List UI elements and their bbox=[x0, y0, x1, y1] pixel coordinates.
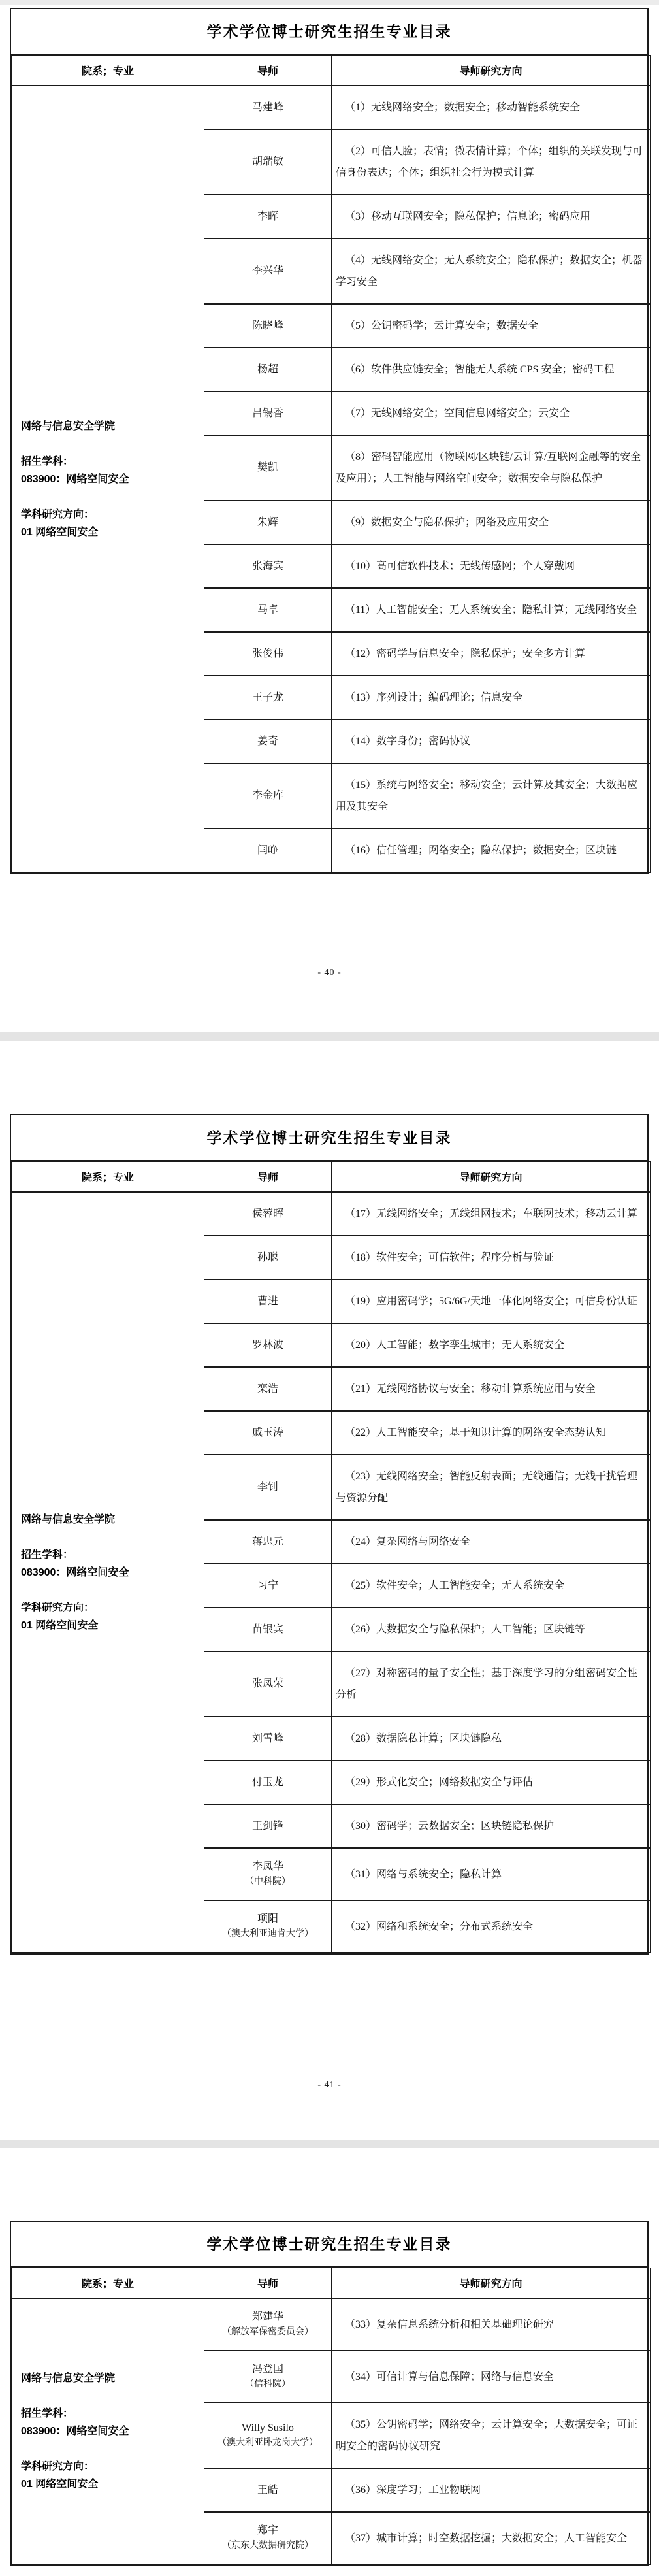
tutor-name-cell bbox=[204, 129, 332, 195]
page-number-41: - 41 - bbox=[317, 2080, 342, 2090]
department-cell bbox=[12, 1192, 204, 1953]
tutor-name-cell bbox=[204, 719, 332, 763]
research-direction-cell bbox=[332, 1192, 651, 1236]
page-40 bbox=[0, 5, 659, 1032]
tutor-name-cell bbox=[204, 632, 332, 676]
research-direction-text: （34）可信计算与信息保障；网络与信息安全 bbox=[345, 2371, 555, 2383]
research-direction-text: （24）复杂网络与网络安全 bbox=[345, 1536, 471, 1547]
tutor-affiliation: （中科院） bbox=[245, 1877, 291, 1887]
department-line bbox=[21, 1528, 200, 1546]
page-separator-2 bbox=[0, 2140, 659, 2148]
research-direction-text: （5）公钥密码学；云计算安全；数据安全 bbox=[345, 320, 539, 331]
header-tutor: 导师 bbox=[204, 2268, 332, 2299]
research-direction-cell bbox=[332, 763, 651, 829]
tutor-name: 戚玉涛 bbox=[251, 1427, 283, 1438]
research-direction-text: （23）无线网络安全；智能反射表面；无线通信；无线干扰管理与资源分配 bbox=[336, 1471, 638, 1504]
research-direction-text: （27）对称密码的量子安全性；基于深度学习的分组密码安全性分析 bbox=[336, 1668, 638, 1700]
research-direction-cell bbox=[332, 1236, 651, 1280]
tutor-affiliation: （信科院） bbox=[245, 2379, 291, 2389]
research-direction-cell bbox=[332, 239, 651, 304]
research-direction-text: （18）软件安全；可信软件；程序分析与验证 bbox=[345, 1252, 555, 1263]
tutor-name: 马卓 bbox=[257, 604, 278, 616]
header-research-direction: 导师研究方向 bbox=[332, 1162, 651, 1193]
catalog-table-page-42 bbox=[10, 2221, 649, 2566]
department-line bbox=[21, 488, 200, 506]
tutor-name: 王皓 bbox=[257, 2484, 278, 2496]
tutor-name: 侯蓉晖 bbox=[251, 1208, 283, 1219]
tutor-name: 冯登国 bbox=[251, 2364, 283, 2375]
tutor-name-cell bbox=[204, 1608, 332, 1651]
catalog-grid bbox=[11, 2268, 651, 2565]
tutor-name-cell bbox=[204, 1520, 332, 1564]
research-direction-text: （11）人工智能安全；无人系统安全；隐私计算；无线网络安全 bbox=[345, 604, 637, 616]
header-tutor: 导师 bbox=[204, 56, 332, 86]
page-41 bbox=[0, 1041, 659, 2140]
table-header-row bbox=[12, 56, 651, 86]
tutor-name: 闫峥 bbox=[257, 844, 278, 856]
tutor-name-cell bbox=[204, 1411, 332, 1455]
tutor-name-cell bbox=[204, 1192, 332, 1236]
tutor-name-cell bbox=[204, 1236, 332, 1280]
page-number-40: - 40 - bbox=[317, 968, 342, 978]
research-direction-cell bbox=[332, 1717, 651, 1760]
tutor-name: 曹进 bbox=[257, 1295, 278, 1307]
research-direction-text: （8）密码智能应用（物联网/区块链/云计算/互联网金融等的安全及应用）；人工智能与网络空间安全；数据安全与隐私保护 bbox=[336, 452, 641, 484]
department-line bbox=[21, 435, 200, 453]
table-row bbox=[12, 2298, 651, 2351]
tutor-name: Willy Susilo bbox=[242, 2422, 294, 2434]
research-direction-text: （33）复杂信息系统分析和相关基础理论研究 bbox=[345, 2319, 555, 2330]
tutor-name: 栾浩 bbox=[257, 1383, 278, 1395]
tutor-affiliation: （澳大利亚卧龙岗大学） bbox=[217, 2438, 318, 2448]
research-direction-text: （14）数字身份；密码协议 bbox=[345, 736, 471, 747]
research-direction-text: （28）数据隐私计算；区块链隐私 bbox=[345, 1733, 502, 1744]
header-college-major: 院系；专业 bbox=[12, 56, 204, 86]
table-body bbox=[12, 86, 651, 872]
table-row bbox=[12, 1192, 651, 1236]
tutor-name-cell bbox=[204, 1651, 332, 1717]
research-direction-text: （20）人工智能；数字孪生城市；无人系统安全 bbox=[345, 1340, 565, 1351]
tutor-name-cell bbox=[204, 1455, 332, 1520]
research-direction-cell bbox=[332, 348, 651, 391]
research-direction-text: （19）应用密码学；5G/6G/天地一体化网络安全；可信身份认证 bbox=[345, 1296, 638, 1307]
catalog-grid bbox=[11, 55, 651, 873]
research-direction-cell bbox=[332, 1804, 651, 1848]
department-line: 083900：网络空间安全 bbox=[21, 473, 129, 485]
research-direction-cell bbox=[332, 1760, 651, 1804]
research-direction-cell bbox=[332, 435, 651, 501]
header-college-major: 院系；专业 bbox=[12, 2268, 204, 2299]
tutor-name-cell bbox=[204, 195, 332, 239]
tutor-name: 张海宾 bbox=[251, 560, 283, 572]
department-line: 招生学科： bbox=[21, 455, 74, 467]
tutor-name: 马建峰 bbox=[251, 101, 283, 113]
tutor-name: 郑建华 bbox=[251, 2311, 283, 2322]
research-direction-cell bbox=[332, 544, 651, 588]
department-line bbox=[21, 2440, 200, 2458]
research-direction-text: （26）大数据安全与隐私保护；人工智能；区块链等 bbox=[345, 1624, 586, 1635]
tutor-name-cell bbox=[204, 2512, 332, 2564]
tutor-name-cell bbox=[204, 1564, 332, 1608]
research-direction-cell bbox=[332, 2512, 651, 2564]
tutor-name: 孙聪 bbox=[257, 1251, 278, 1263]
catalog-table-page-41 bbox=[10, 1114, 649, 1955]
tutor-name: 刘雪峰 bbox=[251, 1732, 283, 1744]
tutor-name-cell bbox=[204, 2298, 332, 2351]
tutor-name: 付玉龙 bbox=[251, 1776, 283, 1788]
department-line: 学科研究方向： bbox=[21, 508, 95, 520]
research-direction-text: （7）无线网络安全；空间信息网络安全；云安全 bbox=[345, 408, 570, 419]
research-direction-cell bbox=[332, 1651, 651, 1717]
research-direction-text: （37）城市计算；时空数据挖掘；大数据安全；人工智能安全 bbox=[345, 2532, 628, 2544]
research-direction-cell bbox=[332, 195, 651, 239]
research-direction-text: （13）序列设计；编码理论；信息安全 bbox=[345, 692, 523, 703]
tutor-name-cell bbox=[204, 829, 332, 872]
table-body bbox=[12, 2298, 651, 2564]
department-line: 083900：网络空间安全 bbox=[21, 2426, 129, 2437]
top-page-edge bbox=[0, 0, 659, 5]
tutor-name: 李凤华 bbox=[251, 1861, 283, 1872]
tutor-name-cell bbox=[204, 676, 332, 719]
catalog-table-page-40 bbox=[10, 8, 649, 874]
tutor-name-cell bbox=[204, 1804, 332, 1848]
research-direction-cell bbox=[332, 129, 651, 195]
tutor-name-cell bbox=[204, 1848, 332, 1900]
research-direction-cell bbox=[332, 2298, 651, 2351]
research-direction-cell bbox=[332, 501, 651, 544]
research-direction-text: （9）数据安全与隐私保护；网络及应用安全 bbox=[345, 517, 549, 528]
tutor-name-cell bbox=[204, 1900, 332, 1953]
header-tutor: 导师 bbox=[204, 1162, 332, 1193]
department-cell bbox=[12, 2298, 204, 2564]
tutor-name: 樊凯 bbox=[257, 462, 278, 473]
research-direction-cell bbox=[332, 2351, 651, 2403]
header-row bbox=[12, 56, 651, 86]
tutor-name: 蒋忠元 bbox=[251, 1536, 283, 1547]
tutor-name: 习宁 bbox=[257, 1579, 278, 1591]
catalog-grid bbox=[11, 1161, 651, 1953]
department-line: 网络与信息安全学院 bbox=[21, 420, 116, 432]
tutor-name-cell bbox=[204, 391, 332, 435]
research-direction-text: （30）密码学；云数据安全；区块链隐私保护 bbox=[345, 1821, 555, 1832]
research-direction-text: （25）软件安全；人工智能安全；无人系统安全 bbox=[345, 1580, 565, 1591]
tutor-name: 王子龙 bbox=[251, 691, 283, 703]
research-direction-cell bbox=[332, 829, 651, 872]
research-direction-cell bbox=[332, 1608, 651, 1651]
tutor-name: 胡瑞敏 bbox=[251, 156, 283, 167]
department-line bbox=[21, 2387, 200, 2405]
research-direction-cell bbox=[332, 2403, 651, 2468]
department-line bbox=[21, 1581, 200, 1599]
research-direction-cell bbox=[332, 676, 651, 719]
research-direction-text: （31）网络与系统安全；隐私计算 bbox=[345, 1868, 502, 1880]
tutor-name-cell bbox=[204, 544, 332, 588]
table-title: 学术学位博士研究生招生专业目录 bbox=[11, 1115, 647, 1161]
tutor-name: 项阳 bbox=[257, 1913, 278, 1924]
research-direction-text: （6）软件供应链安全；智能无人系统 CPS 安全；密码工程 bbox=[345, 364, 615, 375]
tutor-name-cell bbox=[204, 239, 332, 304]
research-direction-cell bbox=[332, 1411, 651, 1455]
tutor-name-cell bbox=[204, 1323, 332, 1367]
tutor-name-cell bbox=[204, 501, 332, 544]
tutor-name: 杨超 bbox=[257, 363, 278, 375]
research-direction-cell bbox=[332, 86, 651, 129]
department-line: 网络与信息安全学院 bbox=[21, 1513, 116, 1525]
tutor-name-cell bbox=[204, 348, 332, 391]
research-direction-text: （36）深度学习；工业物联网 bbox=[345, 2485, 481, 2496]
tutor-name: 苗银宾 bbox=[251, 1623, 283, 1635]
research-direction-text: （3）移动互联网安全；隐私保护；信息论；密码应用 bbox=[345, 211, 591, 222]
department-line: 网络与信息安全学院 bbox=[21, 2373, 116, 2384]
table-header-row bbox=[12, 2268, 651, 2299]
tutor-name: 朱辉 bbox=[257, 516, 278, 528]
research-direction-text: （15）系统与网络安全；移动安全；云计算及其安全；大数据应用及其安全 bbox=[336, 780, 638, 812]
page-separator-1 bbox=[0, 1032, 659, 1041]
header-research-direction: 导师研究方向 bbox=[332, 2268, 651, 2299]
research-direction-cell bbox=[332, 2468, 651, 2512]
tutor-name: 陈晓峰 bbox=[251, 320, 283, 331]
tutor-affiliation: （京东大数据研究院） bbox=[222, 2541, 313, 2551]
research-direction-cell bbox=[332, 719, 651, 763]
tutor-name: 罗林波 bbox=[251, 1339, 283, 1351]
research-direction-cell bbox=[332, 391, 651, 435]
tutor-name-cell bbox=[204, 763, 332, 829]
department-line: 083900：网络空间安全 bbox=[21, 1566, 129, 1578]
tutor-name: 王剑锋 bbox=[251, 1820, 283, 1832]
tutor-name-cell bbox=[204, 588, 332, 632]
research-direction-text: （22）人工智能安全；基于知识计算的网络安全态势认知 bbox=[345, 1427, 607, 1438]
research-direction-text: （17）无线网络安全；无线组网技术；车联网技术；移动云计算 bbox=[345, 1208, 638, 1219]
tutor-name: 吕锡香 bbox=[251, 407, 283, 419]
research-direction-cell bbox=[332, 1564, 651, 1608]
header-college-major: 院系；专业 bbox=[12, 1162, 204, 1193]
department-line: 01 网络空间安全 bbox=[21, 1619, 99, 1631]
table-row bbox=[12, 86, 651, 129]
tutor-name-cell bbox=[204, 1367, 332, 1411]
research-direction-text: （4）无线网络安全；无人系统安全；隐私保护；数据安全；机器学习安全 bbox=[336, 255, 643, 288]
research-direction-text: （16）信任管理；网络安全；隐私保护；数据安全；区块链 bbox=[345, 845, 617, 856]
tutor-name: 姜奇 bbox=[257, 735, 278, 747]
tutor-name-cell bbox=[204, 2403, 332, 2468]
research-direction-cell bbox=[332, 1455, 651, 1520]
department-cell bbox=[12, 86, 204, 872]
tutor-name-cell bbox=[204, 1760, 332, 1804]
tutor-name-cell bbox=[204, 2351, 332, 2403]
tutor-affiliation: （澳大利亚迪肯大学） bbox=[222, 1929, 313, 1939]
department-line: 招生学科： bbox=[21, 2408, 74, 2419]
research-direction-cell bbox=[332, 1367, 651, 1411]
tutor-name: 张俊伟 bbox=[251, 648, 283, 659]
research-direction-cell bbox=[332, 1848, 651, 1900]
table-body bbox=[12, 1192, 651, 1953]
tutor-name-cell bbox=[204, 435, 332, 501]
tutor-name-cell bbox=[204, 2468, 332, 2512]
header-row bbox=[12, 1162, 651, 1193]
tutor-name: 李晖 bbox=[257, 210, 278, 222]
department-line: 学科研究方向： bbox=[21, 1602, 95, 1613]
table-header-row bbox=[12, 1162, 651, 1193]
tutor-name-cell bbox=[204, 1280, 332, 1323]
tutor-name-cell bbox=[204, 1717, 332, 1760]
research-direction-text: （1）无线网络安全；数据安全；移动智能系统安全 bbox=[345, 102, 581, 113]
research-direction-text: （35）公钥密码学；网络安全；云计算安全；大数据安全；可证明安全的密码协议研究 bbox=[336, 2419, 638, 2452]
header-research-direction: 导师研究方向 bbox=[332, 56, 651, 86]
research-direction-text: （10）高可信软件技术；无线传感网；个人穿戴网 bbox=[345, 561, 575, 572]
research-direction-text: （21）无线网络协议与安全；移动计算系统应用与安全 bbox=[345, 1383, 596, 1395]
research-direction-text: （12）密码学与信息安全；隐私保护；安全多方计算 bbox=[345, 648, 586, 659]
tutor-name-cell bbox=[204, 86, 332, 129]
tutor-name: 张凤荣 bbox=[251, 1678, 283, 1689]
tutor-name-cell bbox=[204, 304, 332, 348]
tutor-name: 李钊 bbox=[257, 1481, 278, 1493]
department-line: 01 网络空间安全 bbox=[21, 526, 99, 538]
research-direction-text: （29）形式化安全；网络数据安全与评估 bbox=[345, 1777, 534, 1788]
tutor-name: 李兴华 bbox=[251, 265, 283, 276]
page-42 bbox=[0, 2148, 659, 2576]
research-direction-cell bbox=[332, 632, 651, 676]
research-direction-cell bbox=[332, 1520, 651, 1564]
research-direction-cell bbox=[332, 1900, 651, 1953]
table-title: 学术学位博士研究生招生专业目录 bbox=[11, 2222, 647, 2268]
table-title: 学术学位博士研究生招生专业目录 bbox=[11, 9, 647, 55]
tutor-name: 郑宇 bbox=[257, 2525, 278, 2536]
research-direction-text: （32）网络和系统安全；分布式系统安全 bbox=[345, 1921, 534, 1932]
header-row bbox=[12, 2268, 651, 2299]
research-direction-text: （2）可信人脸；表情；微表情计算；个体；组织的关联发现与可信身份表达；个体；组织社会行为模式计算 bbox=[336, 146, 643, 178]
research-direction-cell bbox=[332, 1323, 651, 1367]
department-line: 01 网络空间安全 bbox=[21, 2479, 99, 2490]
research-direction-cell bbox=[332, 304, 651, 348]
tutor-affiliation: （解放军保密委员会） bbox=[222, 2327, 313, 2337]
research-direction-cell bbox=[332, 1280, 651, 1323]
research-direction-cell bbox=[332, 588, 651, 632]
department-line: 学科研究方向： bbox=[21, 2461, 95, 2472]
tutor-name: 李金库 bbox=[251, 790, 283, 801]
department-line: 招生学科： bbox=[21, 1549, 74, 1560]
